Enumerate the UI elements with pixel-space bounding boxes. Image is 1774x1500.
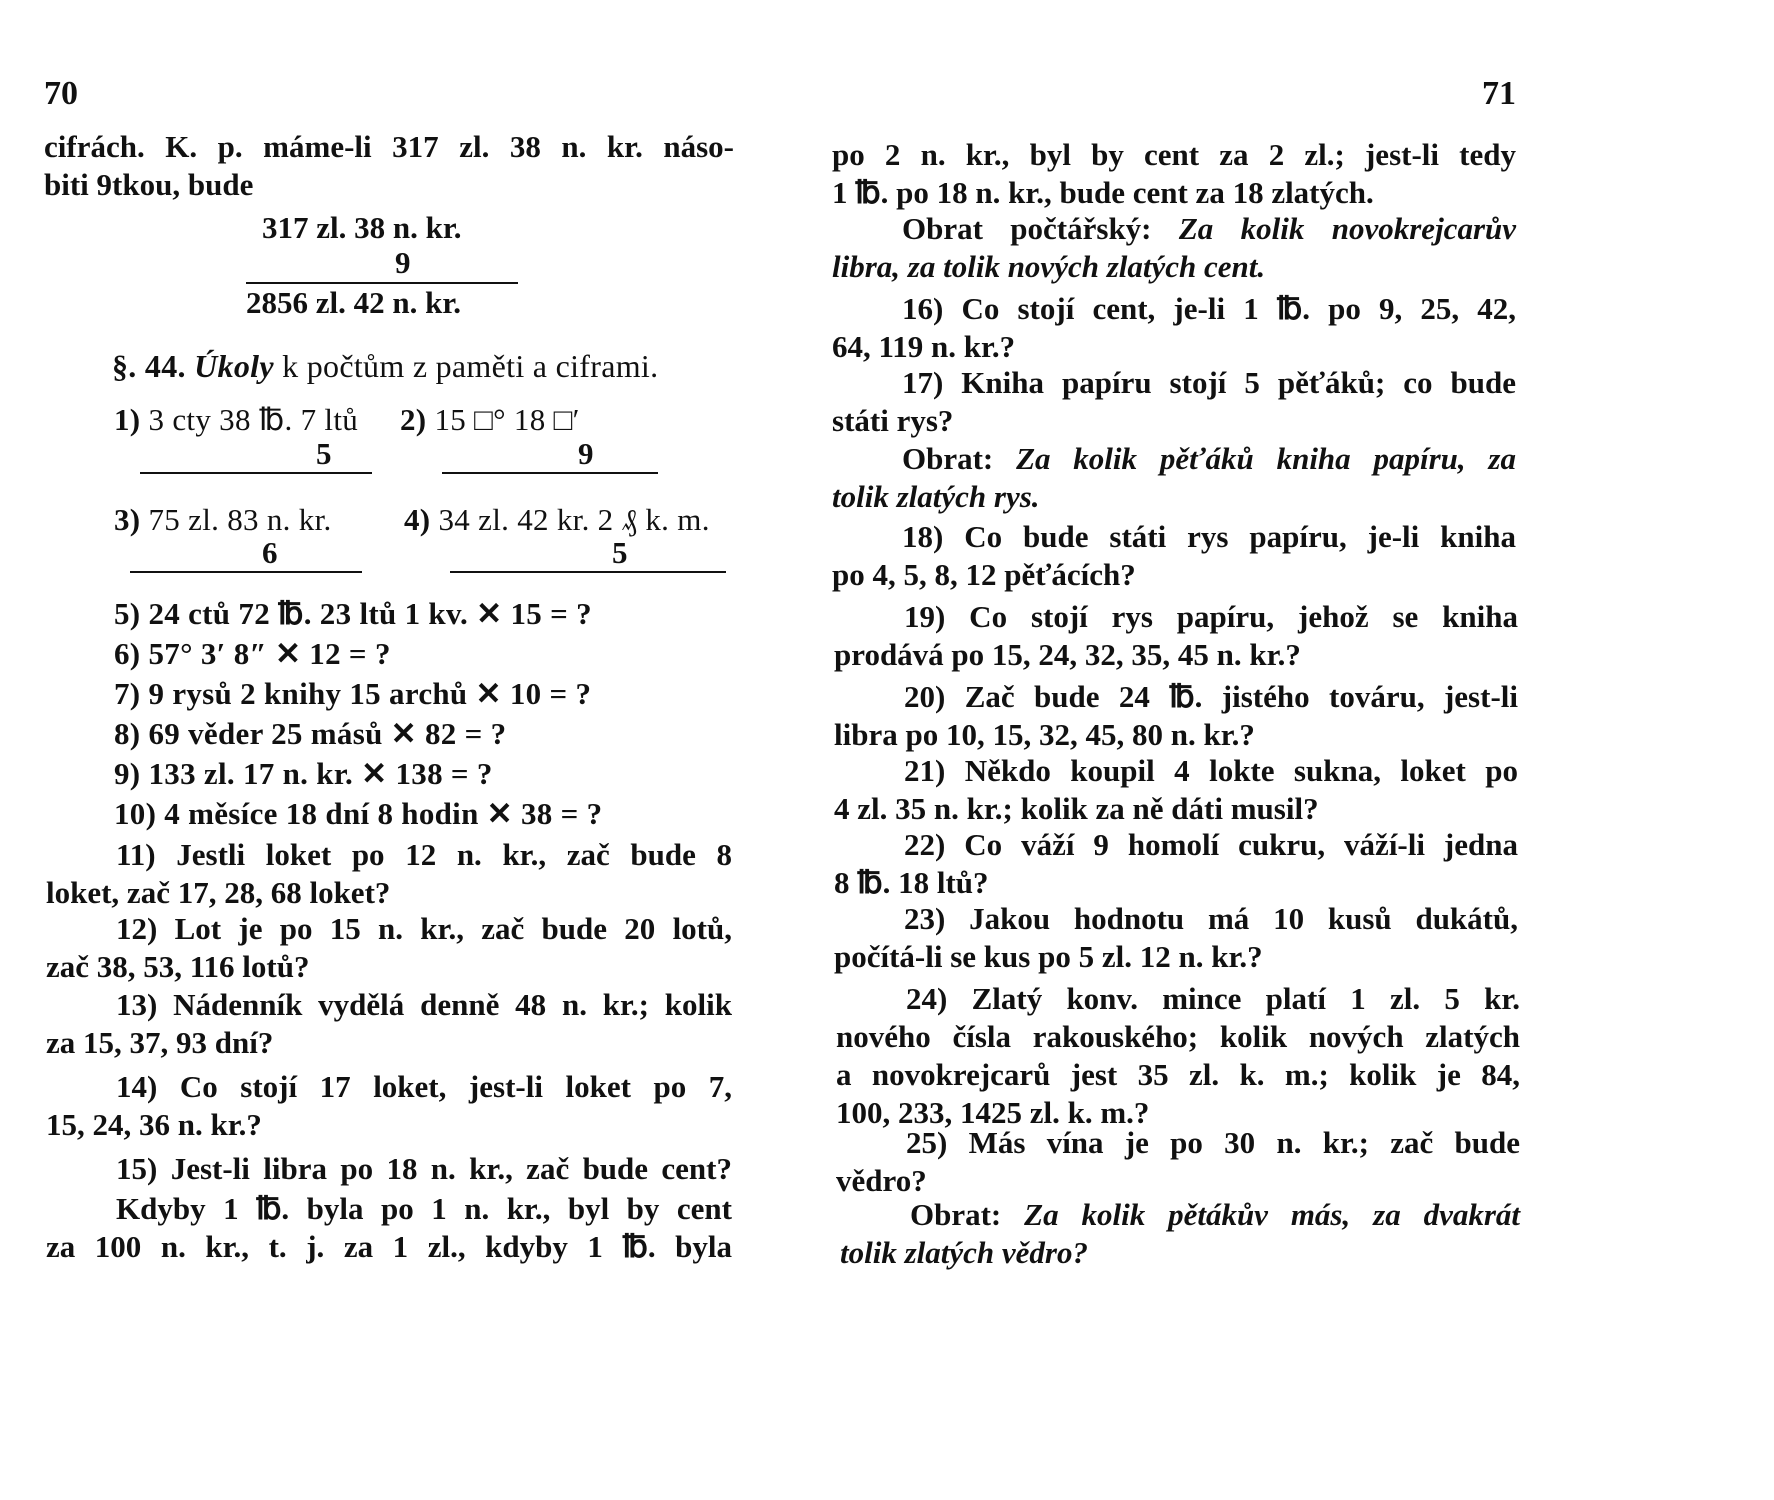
task-3 bbox=[114, 502, 332, 538]
problem-23 bbox=[834, 900, 1518, 976]
task-3-rule bbox=[130, 571, 362, 573]
task-label: 4) bbox=[404, 502, 431, 537]
task-1 bbox=[114, 402, 358, 438]
task-line: 9) 133 zl. 17 n. kr. ✕ 138 = ? bbox=[114, 756, 493, 791]
task-2-rule bbox=[442, 472, 658, 474]
problem-15 bbox=[46, 1150, 732, 1188]
problem-line: Kdyby 1 ℔. byla po 1 n. kr., byl by cent bbox=[116, 1191, 732, 1226]
problem-line: 24) Zlatý konv. mince platí 1 zl. 5 kr. bbox=[906, 981, 1520, 1016]
intro-line: cifrách. K. p. máme-li 317 zl. 38 n. kr. náso- bbox=[44, 129, 734, 164]
example-result: 2856 zl. 42 n. kr. bbox=[246, 285, 462, 320]
problem-line: 15) Jest-li libra po 18 n. kr., zač bude cent? bbox=[116, 1151, 732, 1186]
problem-line: 20) Zač bude 24 ℔. jistého továru, jest-li bbox=[904, 679, 1518, 714]
problem-line: 14) Co stojí 17 loket, jest-li loket po 7, bbox=[116, 1069, 732, 1104]
section-title-italic: Úkoly bbox=[194, 348, 274, 384]
problem-18 bbox=[832, 518, 1516, 594]
task-line: 10) 4 měsíce 18 dní 8 hodin ✕ 38 = ? bbox=[114, 796, 603, 831]
intro-paragraph bbox=[44, 128, 734, 204]
obrat-1 bbox=[832, 210, 1516, 286]
problem-line: 25) Más vína je po 30 n. kr.; zač bude bbox=[906, 1125, 1520, 1160]
task-2 bbox=[400, 402, 580, 438]
task-1-multiplier: 5 bbox=[316, 436, 332, 471]
obrat-line bbox=[832, 440, 1516, 478]
problem-line: 12) Lot je po 15 n. kr., zač bude 20 lotů, bbox=[116, 911, 732, 946]
problem-line: 23) Jakou hodnotu má 10 kusů dukátů, bbox=[904, 901, 1518, 936]
obrat-line bbox=[832, 248, 1516, 286]
problem-line: 17) Kniha papíru stojí 5 pěťáků; co bude bbox=[902, 365, 1516, 400]
problem-line: 11) Jestli loket po 12 n. kr., zač bude 8 bbox=[116, 837, 732, 872]
obrat-label: Obrat počtářský: bbox=[902, 211, 1152, 246]
example-multiplier: 9 bbox=[395, 245, 411, 280]
problem-line: loket, zač 17, 28, 68 loket? bbox=[46, 875, 391, 910]
continuation-paragraph bbox=[832, 136, 1516, 212]
problem-line: za 15, 37, 93 dní? bbox=[46, 1025, 274, 1060]
example-top: 317 zl. 38 n. kr. bbox=[262, 210, 462, 245]
problem-20 bbox=[834, 678, 1518, 754]
problem-24 bbox=[836, 980, 1520, 1132]
section-heading bbox=[112, 348, 658, 385]
obrat-italic: Za kolik novokrejcarův bbox=[1178, 211, 1517, 246]
task-line: 5) 24 ctů 72 ℔. 23 ltů 1 kv. ✕ 15 = ? bbox=[114, 596, 592, 631]
obrat-line bbox=[832, 210, 1516, 248]
obrat-italic: tolik zlatých vědro? bbox=[840, 1235, 1088, 1270]
task-3-multiplier: 6 bbox=[262, 535, 278, 570]
task-line: 8) 69 věder 25 másů ✕ 82 = ? bbox=[114, 716, 507, 751]
task-text: 75 zl. 83 n. kr. bbox=[148, 502, 332, 537]
problem-11 bbox=[46, 836, 732, 912]
problem-line: 21) Někdo koupil 4 lokte sukna, loket po bbox=[904, 753, 1518, 788]
problem-line: 8 ℔. 18 ltů? bbox=[834, 865, 989, 900]
problem-16 bbox=[832, 290, 1516, 366]
example-rule bbox=[246, 282, 518, 284]
task-label: 3) bbox=[114, 502, 141, 537]
problem-line: 19) Co stojí rys papíru, jehož se kniha bbox=[904, 599, 1518, 634]
problem-14 bbox=[46, 1068, 732, 1144]
obrat-label: Obrat: bbox=[910, 1197, 1002, 1232]
task-4-rule bbox=[450, 571, 726, 573]
problem-line: zač 38, 53, 116 lotů? bbox=[46, 949, 310, 984]
obrat-italic: Za kolik pěťáků kniha papíru, za bbox=[1016, 441, 1516, 476]
task-text: 3 cty 38 ℔. 7 ltů bbox=[148, 402, 359, 437]
intro-line: biti 9tkou, bude bbox=[44, 167, 254, 202]
page-number: 71 bbox=[1482, 75, 1516, 112]
task-1-rule bbox=[140, 472, 372, 474]
problem-13 bbox=[46, 986, 732, 1062]
obrat-italic: tolik zlatých rys. bbox=[832, 479, 1040, 514]
problem-line: 15, 24, 36 n. kr.? bbox=[46, 1107, 262, 1142]
problem-line: 4 zl. 35 n. kr.; kolik za ně dáti musil? bbox=[834, 791, 1319, 826]
problem-line: libra po 10, 15, 32, 45, 80 n. kr.? bbox=[834, 717, 1255, 752]
obrat-line bbox=[840, 1196, 1520, 1234]
section-number: §. 44. bbox=[112, 348, 186, 384]
problem-line: nového čísla rakouského; kolik nových zlatých bbox=[836, 1019, 1520, 1054]
obrat-label: Obrat: bbox=[902, 441, 994, 476]
problem-line: po 4, 5, 8, 12 pěťácích? bbox=[832, 557, 1136, 592]
problem-line: vědro? bbox=[836, 1163, 927, 1198]
problem-line: 18) Co bude státi rys papíru, je-li kniha bbox=[902, 519, 1516, 554]
left-page bbox=[0, 0, 880, 1500]
problem-17 bbox=[832, 364, 1516, 440]
problem-12 bbox=[46, 910, 732, 986]
problem-line: a novokrejcarů jest 35 zl. k. m.; kolik je 84, bbox=[836, 1057, 1520, 1092]
problem-line: 100, 233, 1425 zl. k. m.? bbox=[836, 1095, 1150, 1130]
task-line: 7) 9 rysů 2 knihy 15 archů ✕ 10 = ? bbox=[114, 676, 592, 711]
continuation-line: po 2 n. kr., byl by cent za 2 zl.; jest-li tedy bbox=[832, 137, 1516, 172]
obrat-3 bbox=[840, 1196, 1520, 1272]
obrat-italic: libra, za tolik nových zlatých cent. bbox=[832, 249, 1266, 284]
problem-line: počítá-li se kus po 5 zl. 12 n. kr.? bbox=[834, 939, 1263, 974]
task-line: 6) 57° 3′ 8″ ✕ 12 = ? bbox=[114, 636, 391, 671]
right-page bbox=[832, 0, 1774, 1500]
problem-22 bbox=[834, 826, 1518, 902]
obrat-italic: Za kolik pětákův más, za dvakrát bbox=[1024, 1197, 1521, 1232]
problem-line: 22) Co váží 9 homolí cukru, váží-li jedna bbox=[904, 827, 1518, 862]
problem-line: státi rys? bbox=[832, 403, 954, 438]
obrat-line bbox=[832, 478, 1516, 516]
problem-line: 64, 119 n. kr.? bbox=[832, 329, 1016, 364]
task-4-multiplier: 5 bbox=[612, 535, 628, 570]
problem-25 bbox=[836, 1124, 1520, 1200]
page-number: 70 bbox=[44, 75, 78, 112]
task-2-multiplier: 9 bbox=[578, 436, 594, 471]
problem-line: 16) Co stojí cent, je-li 1 ℔. po 9, 25, 42, bbox=[902, 291, 1516, 326]
obrat-line bbox=[840, 1234, 1520, 1272]
problem-15-explanation bbox=[46, 1190, 732, 1266]
task-text: 34 zl. 42 kr. 2 ₰ k. m. bbox=[438, 502, 710, 537]
task-label: 1) bbox=[114, 402, 141, 437]
problem-21 bbox=[834, 752, 1518, 828]
problem-line: za 100 n. kr., t. j. za 1 zl., kdyby 1 ℔. byla bbox=[46, 1229, 732, 1264]
task-label: 2) bbox=[400, 402, 427, 437]
obrat-2 bbox=[832, 440, 1516, 516]
continuation-line: 1 ℔. po 18 n. kr., bude cent za 18 zlatých. bbox=[832, 175, 1374, 210]
task-4 bbox=[404, 502, 710, 538]
task-text: 15 □° 18 □′ bbox=[434, 402, 580, 437]
section-title: k počtům z paměti a ciframi. bbox=[282, 348, 659, 384]
problem-line: 13) Nádenník vydělá denně 48 n. kr.; kolik bbox=[116, 987, 732, 1022]
problem-line: prodává po 15, 24, 32, 35, 45 n. kr.? bbox=[834, 637, 1301, 672]
problem-19 bbox=[834, 598, 1518, 674]
